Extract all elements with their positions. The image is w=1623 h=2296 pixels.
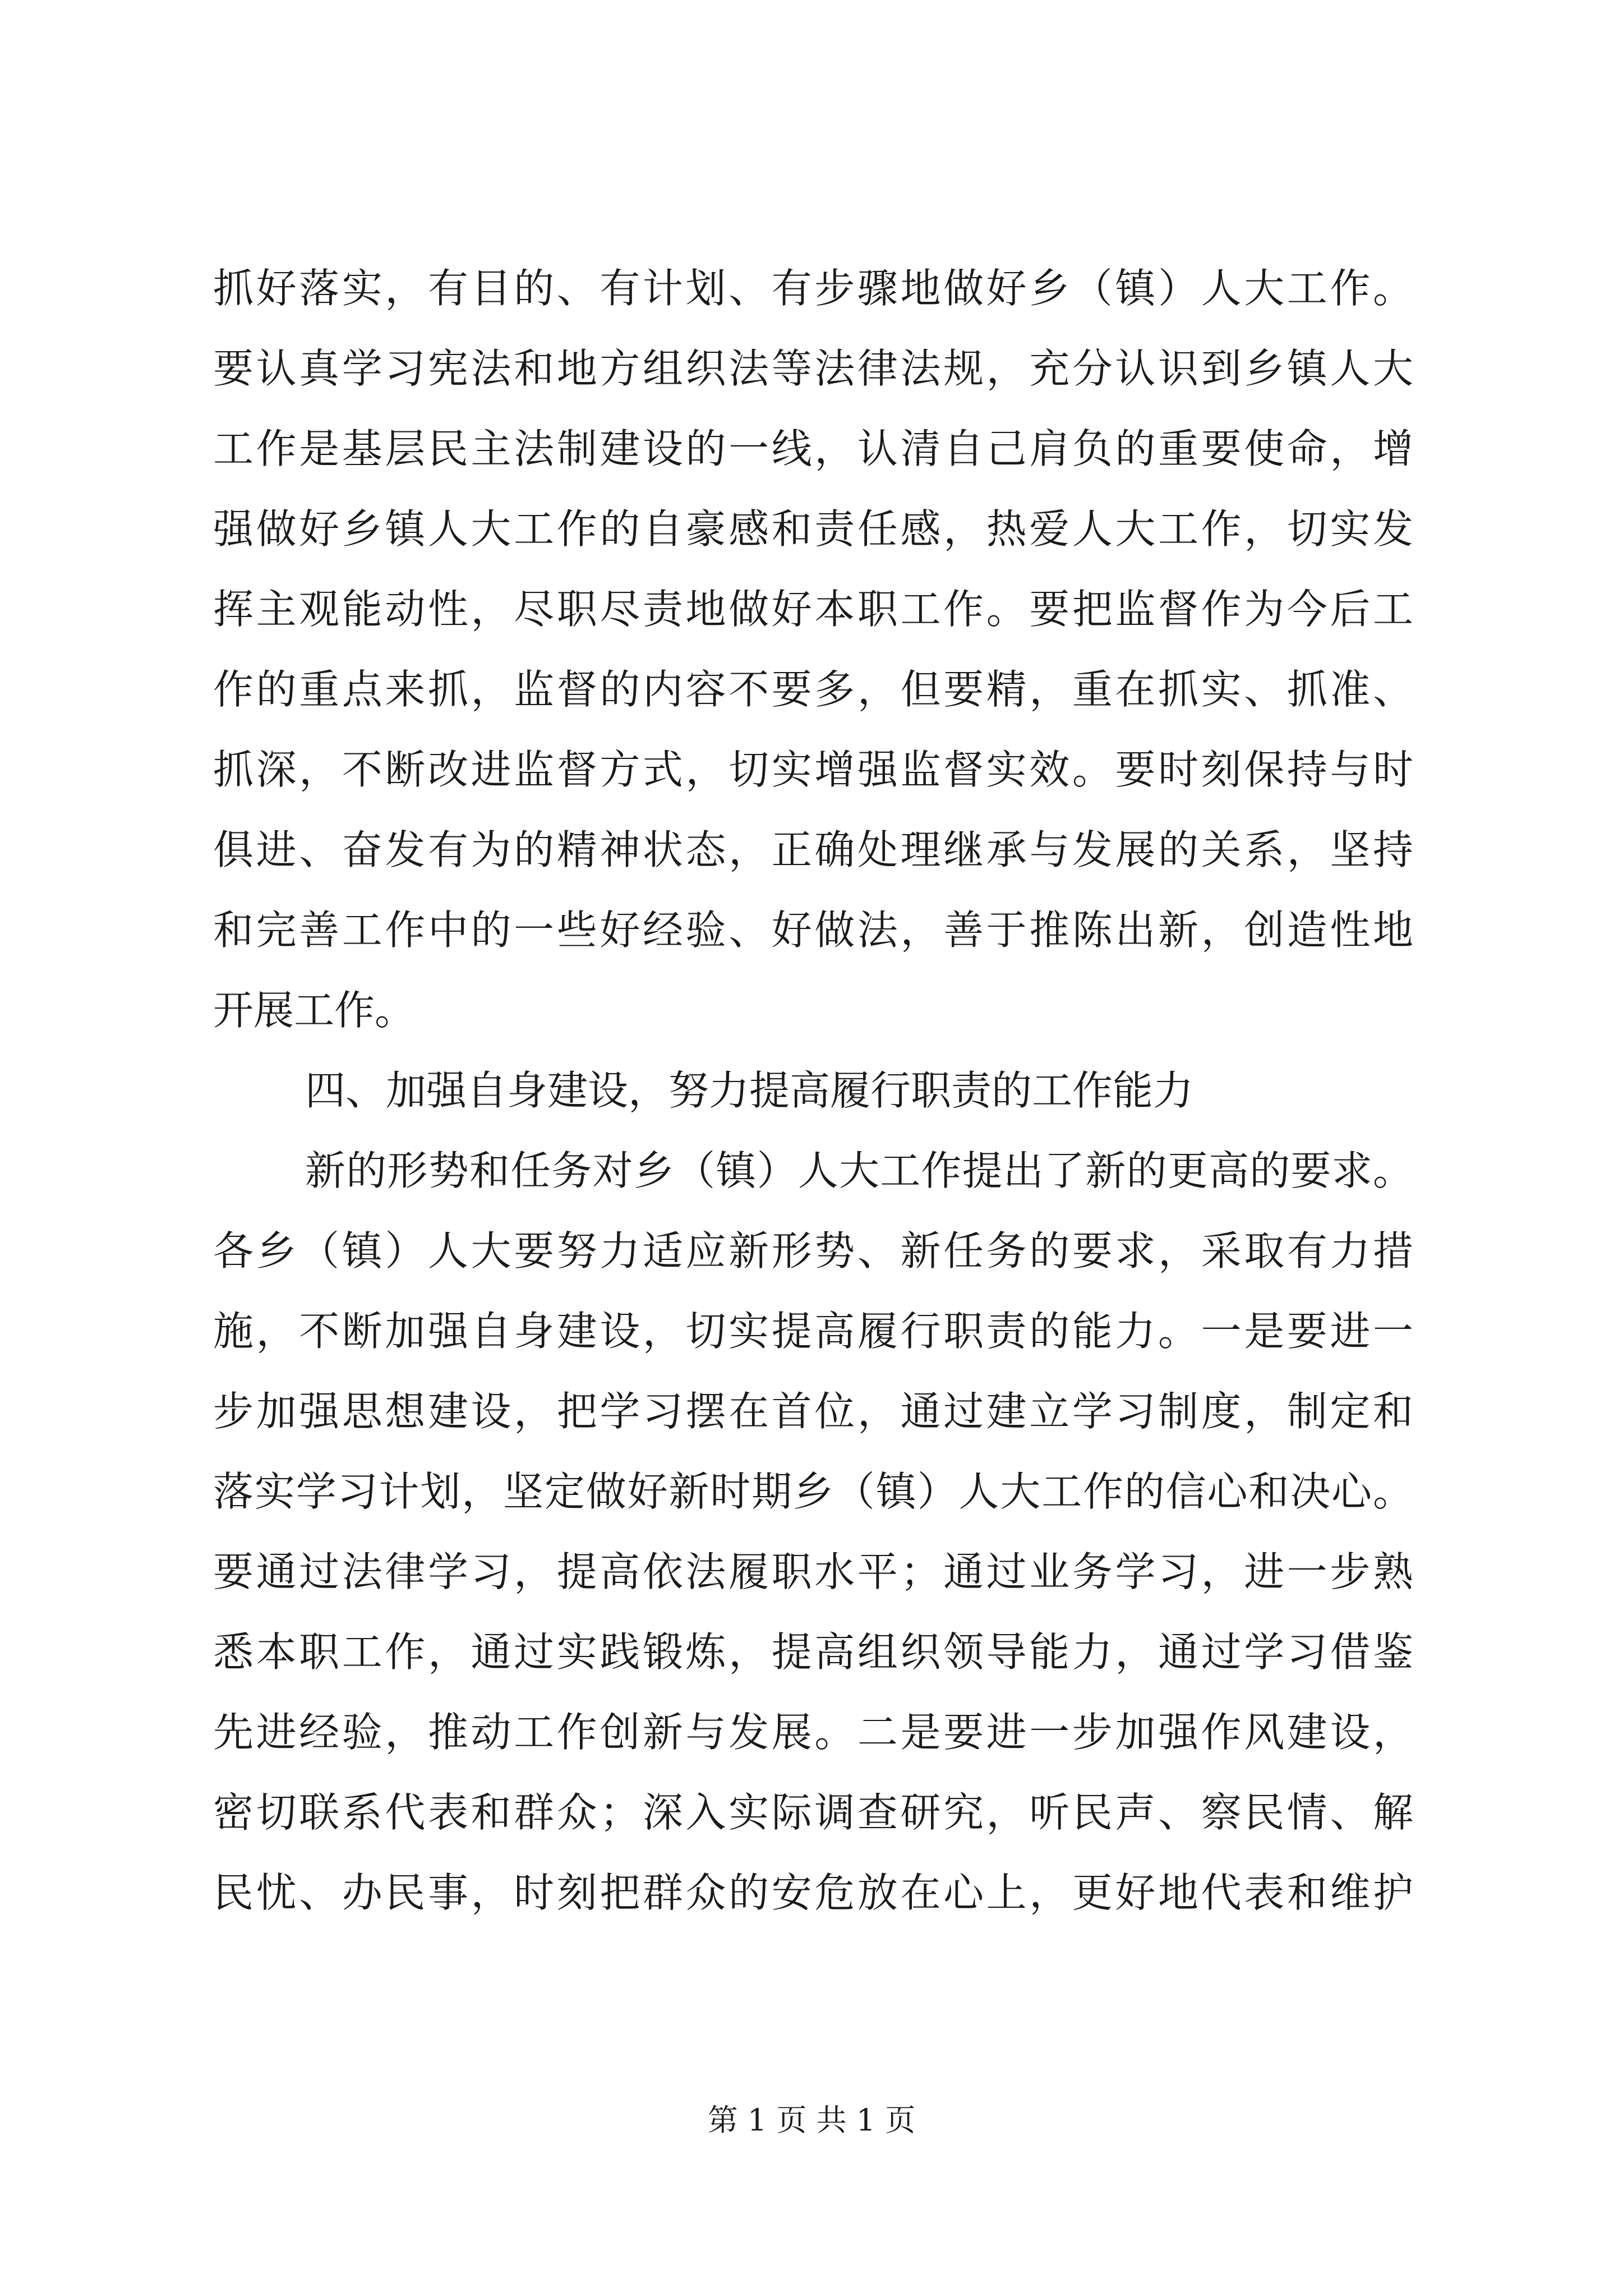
body-line: 密切联系代表和群众；深入实际调查研究，听民声、察民情、解 (213, 1789, 1413, 1836)
body-line: 先进经验，推动工作创新与发展。二是要进一步加强作风建设， (213, 1709, 1413, 1756)
body-line: 工作是基层民主法制建设的一线，认清自己肩负的重要使命，增 (213, 425, 1413, 472)
paragraph-first-line: 新的形势和任务对乡（镇）人大工作提出了新的更高的要求。 (305, 1147, 1413, 1194)
body-line: 要通过法律学习，提高依法履职水平；通过业务学习，进一步熟 (213, 1548, 1413, 1595)
body-line: 抓好落实，有目的、有计划、有步骤地做好乡（镇）人大工作。 (213, 265, 1413, 312)
body-line: 各乡（镇）人大要努力适应新形势、新任务的要求，采取有力措 (213, 1227, 1413, 1274)
body-line: 挥主观能动性，尽职尽责地做好本职工作。要把监督作为今后工 (213, 586, 1413, 633)
body-line: 和完善工作中的一些好经验、好做法，善于推陈出新，创造性地 (213, 907, 1413, 954)
body-line: 落实学习计划，坚定做好新时期乡（镇）人大工作的信心和决心。 (213, 1468, 1413, 1515)
page-number-label: 第 1 页 共 1 页 (707, 2102, 916, 2138)
body-line: 抓深，不断改进监督方式，切实增强监督实效。要时刻保持与时 (213, 746, 1413, 793)
body-line: 悉本职工作，通过实践锻炼，提高组织领导能力，通过学习借鉴 (213, 1628, 1413, 1676)
page-footer (0, 2101, 1623, 2140)
body-line: 步加强思想建设，把学习摆在首位，通过建立学习制度，制定和 (213, 1388, 1413, 1435)
body-line: 开展工作。 (213, 987, 416, 1034)
document-body (213, 249, 1413, 1933)
section-heading: 四、加强自身建设，努力提高履行职责的工作能力 (305, 1067, 1194, 1114)
body-line: 施，不断加强自身建设，切实提高履行职责的能力。一是要进一 (213, 1308, 1413, 1355)
body-line: 强做好乡镇人大工作的自豪感和责任感，热爱人大工作，切实发 (213, 505, 1413, 553)
body-line: 民忧、办民事，时刻把群众的安危放在心上，更好地代表和维护 (213, 1869, 1413, 1916)
body-line: 要认真学习宪法和地方组织法等法律法规，充分认识到乡镇人大 (213, 345, 1413, 392)
body-line: 俱进、奋发有为的精神状态，正确处理继承与发展的关系，坚持 (213, 826, 1413, 873)
body-line: 作的重点来抓，监督的内容不要多，但要精，重在抓实、抓准、 (213, 666, 1413, 713)
